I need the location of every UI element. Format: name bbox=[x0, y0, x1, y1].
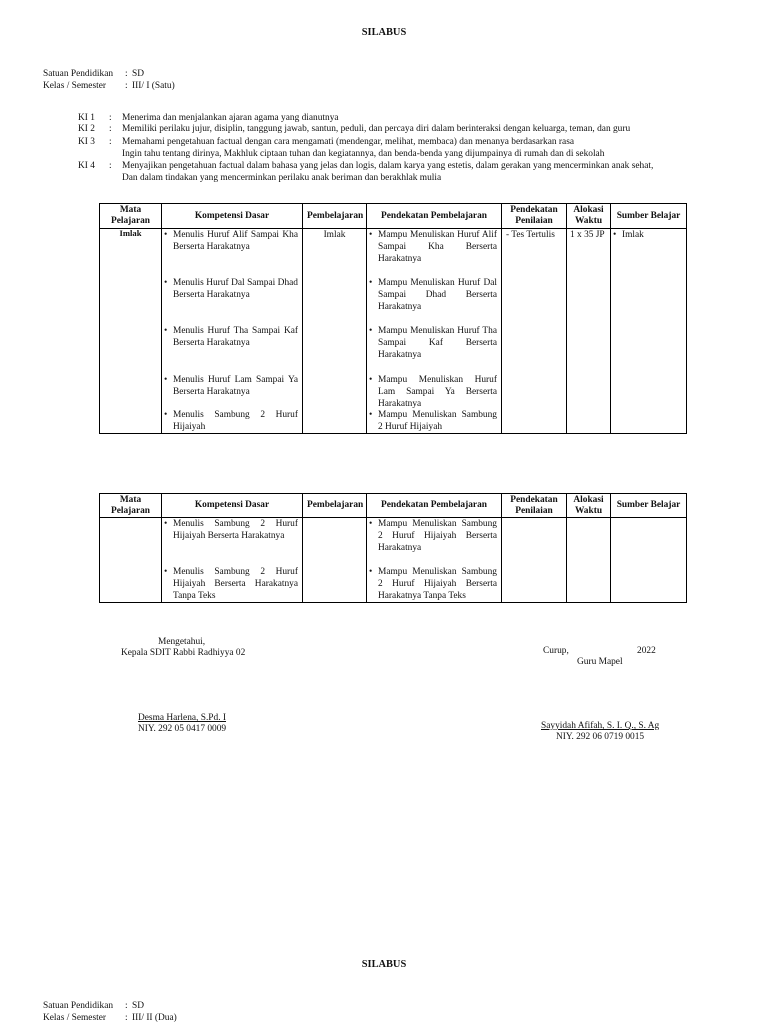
info-label: Kelas / Semester bbox=[43, 1013, 107, 1023]
header-pendekatan-pembelajaran: Pendekatan Pembelajaran bbox=[367, 204, 502, 229]
sign-right-place: Curup, bbox=[543, 646, 569, 656]
ki-text: Ingin tahu tentang dirinya, Makhluk ciptaan tuhan dan kegiatannya, dan benda-benda yang dijumpainya di rumah dan di sekolah bbox=[122, 149, 605, 159]
ki-label: KI 3 bbox=[78, 137, 95, 147]
syllabus-table-2 bbox=[99, 493, 687, 603]
header-kompetensi-dasar: Kompetensi Dasar bbox=[162, 204, 303, 229]
header-alokasi-waktu: Alokasi Waktu bbox=[567, 204, 611, 229]
info-row-satuan: Satuan Pendidikan : SD bbox=[43, 69, 144, 79]
page-title: SILABUS bbox=[361, 27, 407, 38]
table-header-row bbox=[100, 204, 687, 229]
sign-left-name: Desma Harlena, S.Pd. I bbox=[138, 713, 227, 723]
list-item: • Mampu Menuliskan Huruf Tha Sampai Kaf Berserta Harakatnya bbox=[371, 325, 497, 374]
list-item: • Mampu Menuliskan Huruf Lam Sampai Ya Berserta Harakatnya bbox=[371, 374, 497, 409]
list-item: • Menulis Sambung 2 Huruf Hijaiyah bbox=[166, 409, 298, 433]
list-item: • Imlak bbox=[615, 229, 682, 241]
list-item: • Menulis Huruf Tha Sampai Kaf Berserta Harakatnya bbox=[166, 325, 298, 374]
list-item: • Mampu Menuliskan Sambung 2 Huruf Hijaiyah Berserta Harakatnya Tanpa Teks bbox=[371, 566, 497, 602]
list-item: • Menulis Huruf Lam Sampai Ya Berserta Harakatnya bbox=[166, 374, 298, 409]
cell-kompetensi-dasar bbox=[162, 518, 303, 603]
list-item: • Mampu Menuliskan Huruf Alif Sampai Kha Berserta Harakatnya bbox=[371, 229, 497, 277]
sign-left-niy: NIY. 292 05 0417 0009 bbox=[138, 724, 227, 734]
ki-text: Menyajikan pengetahuan factual dalam bahasa yang jelas dan logis, dalam karya yang estetis, dalam gerakan yang mencerminkan anak sehat, bbox=[122, 161, 654, 171]
sign-right-niy: NIY. 292 06 0719 0015 bbox=[556, 732, 645, 742]
ki-text: Memiliki perilaku jujur, disiplin, tanggung jawab, santun, peduli, dan percaya diri dalam berinteraksi dengan keluarga, teman, dan guru bbox=[122, 124, 631, 134]
header-pendekatan-penilaian: Pendekatan Penilaian bbox=[502, 494, 567, 518]
list-item: • Menulis Sambung 2 Huruf Hijaiyah Berserta Harakatnya Tanpa Teks bbox=[166, 566, 298, 602]
list-item: • Mampu Menuliskan Huruf Dal Sampai Dhad Berserta Harakatnya bbox=[371, 277, 497, 325]
page-title-2: SILABUS bbox=[361, 959, 407, 970]
ki-label: KI 2 bbox=[78, 124, 95, 134]
info-label: Satuan Pendidikan bbox=[43, 69, 114, 79]
info-row-satuan-2: Satuan Pendidikan : SD bbox=[43, 1001, 144, 1011]
syllabus-table-1 bbox=[99, 203, 687, 434]
header-sumber-belajar: Sumber Belajar bbox=[611, 494, 687, 518]
header-kompetensi-dasar: Kompetensi Dasar bbox=[162, 494, 303, 518]
cell-pendekatan-penilaian bbox=[502, 518, 567, 603]
header-pendekatan-penilaian: Pendekatan Penilaian bbox=[502, 204, 567, 229]
list-item: • Menulis Huruf Alif Sampai Kha Berserta Harakatnya bbox=[166, 229, 298, 277]
info-value: SD bbox=[132, 1001, 144, 1011]
list-item: • Mampu Menuliskan Sambung 2 Huruf Hijaiyah Berserta Harakatnya bbox=[371, 518, 497, 566]
cell-pendekatan-penilaian: - Tes Tertulis bbox=[502, 229, 567, 434]
ki-row-4: KI 4 : Menyajikan pengetahuan factual dalam bahasa yang jelas dan logis, dalam karya yang estetis, dalam gerakan yang mencerminkan anak sehat, Dan dalam tindakan yang mencerminkan perilaku anak beriman dan berakhlak mulia bbox=[78, 160, 678, 184]
cell-kompetensi-dasar bbox=[162, 229, 303, 434]
info-value: III/ II (Dua) bbox=[132, 1013, 177, 1023]
ki-row-2: KI 2 : Memiliki perilaku jujur, disiplin, tanggung jawab, santun, peduli, dan percaya diri dalam berinteraksi dengan keluarga, teman, dan guru bbox=[78, 123, 678, 135]
cell-alokasi-waktu bbox=[567, 518, 611, 603]
ki-row-3: KI 3 : Memahami pengetahuan factual dengan cara mengamati (mendengar, melihat, membaca) dan menanya berdasarkan rasa Ingin tahu tentang dirinya, Makhluk ciptaan tuhan dan kegiatannya, dan benda-benda yang dijumpainya di rumah dan di sekolah bbox=[78, 136, 678, 160]
cell-alokasi-waktu: 1 x 35 JP bbox=[567, 229, 611, 434]
header-alokasi-waktu: Alokasi Waktu bbox=[567, 494, 611, 518]
table-row bbox=[100, 518, 687, 603]
header-mata-pelajaran: Mata Pelajaran bbox=[100, 494, 162, 518]
cell-pendekatan-pembelajaran bbox=[367, 518, 502, 603]
table-row bbox=[100, 229, 687, 434]
info-label: Kelas / Semester bbox=[43, 81, 107, 91]
sign-left-mengetahui: Mengetahui, bbox=[158, 637, 206, 647]
info-row-kelas-2: Kelas / Semester : III/ II (Dua) bbox=[43, 1013, 177, 1023]
cell-mata-pelajaran: Imlak bbox=[100, 229, 162, 434]
ki-text: Menerima dan menjalankan ajaran agama yang dianutnya bbox=[122, 113, 339, 123]
header-pendekatan-pembelajaran: Pendekatan Pembelajaran bbox=[367, 494, 502, 518]
info-value: III/ I (Satu) bbox=[132, 81, 175, 91]
header-pembelajaran: Pembelajaran bbox=[303, 494, 367, 518]
info-row-kelas: Kelas / Semester : III/ I (Satu) bbox=[43, 81, 175, 91]
ki-text: Memahami pengetahuan factual dengan cara mengamati (mendengar, melihat, membaca) dan menanya berdasarkan rasa bbox=[122, 137, 575, 147]
sign-left-role: Kepala SDIT Rabbi Radhiyya 02 bbox=[121, 648, 246, 658]
info-label: Satuan Pendidikan bbox=[43, 1001, 114, 1011]
header-mata-pelajaran: Mata Pelajaran bbox=[100, 204, 162, 229]
ki-row-1: KI 1 : Menerima dan menjalankan ajaran agama yang dianutnya bbox=[78, 112, 678, 124]
list-item: • Menulis Huruf Dal Sampai Dhad Berserta Harakatnya bbox=[166, 277, 298, 325]
info-value: SD bbox=[132, 69, 144, 79]
list-item: • Mampu Menuliskan Sambung 2 Huruf Hijaiyah bbox=[371, 409, 497, 433]
cell-mata-pelajaran bbox=[100, 518, 162, 603]
sign-right-name: Sayyidah Afifah, S. I. Q., S. Ag bbox=[541, 721, 660, 731]
table-header-row bbox=[100, 494, 687, 518]
cell-sumber-belajar bbox=[611, 518, 687, 603]
header-sumber-belajar: Sumber Belajar bbox=[611, 204, 687, 229]
list-item: • Menulis Sambung 2 Huruf Hijaiyah Berserta Harakatnya bbox=[166, 518, 298, 566]
sign-right-role: Guru Mapel bbox=[577, 657, 623, 667]
ki-label: KI 1 bbox=[78, 113, 95, 123]
ki-label: KI 4 bbox=[78, 161, 95, 171]
cell-pendekatan-pembelajaran bbox=[367, 229, 502, 434]
sign-right-year: 2022 bbox=[637, 646, 656, 656]
cell-sumber-belajar bbox=[611, 229, 687, 434]
ki-text: Dan dalam tindakan yang mencerminkan perilaku anak beriman dan berakhlak mulia bbox=[122, 173, 442, 183]
cell-pembelajaran bbox=[303, 518, 367, 603]
cell-pembelajaran: Imlak bbox=[303, 229, 367, 434]
header-pembelajaran: Pembelajaran bbox=[303, 204, 367, 229]
